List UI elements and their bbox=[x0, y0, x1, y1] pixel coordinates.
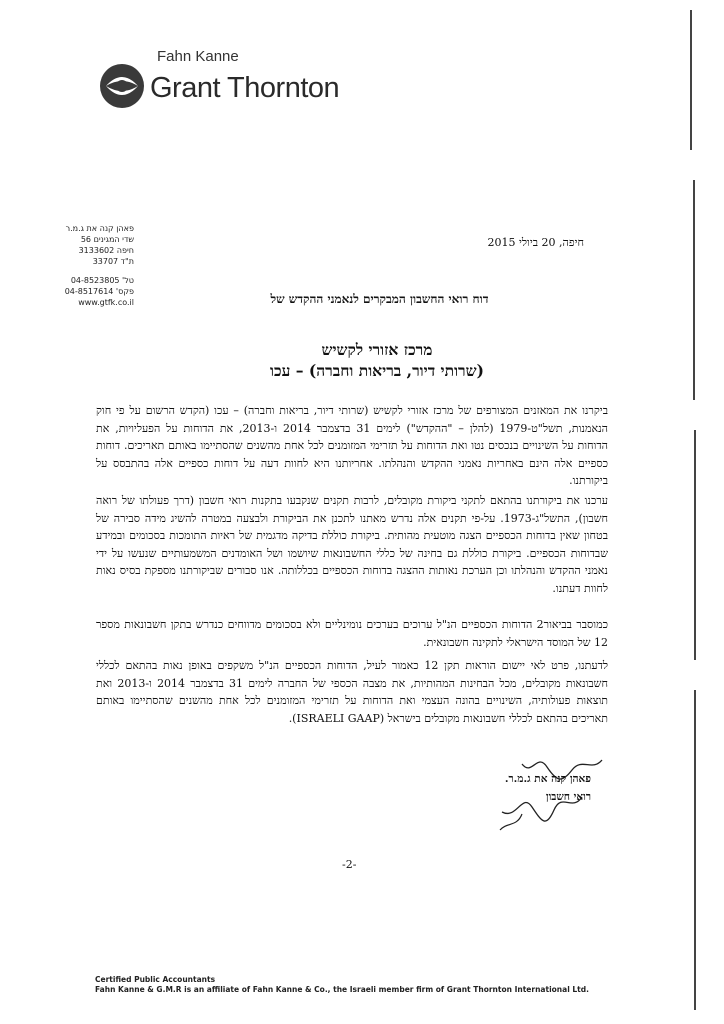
logo-main-text: Grant Thornton bbox=[150, 72, 340, 104]
page-number: -2- bbox=[342, 858, 357, 871]
body-paragraph: כמוסבר בביאור2 הדוחות הכספיים הנ"ל ערוכים בערכים נומינליים ולא בסכומים מדווחים כנדרש בתקן חשבונאות מספר 12 של המוסד הישראלי לתקינה חשבונאית. bbox=[96, 618, 608, 649]
letter-date: חיפה, 20 ביולי 2015 bbox=[487, 236, 584, 249]
scan-edge-line bbox=[693, 180, 695, 400]
website-link[interactable]: www.gtfk.co.il bbox=[78, 298, 134, 307]
report-heading: דוח רואי החשבון המבקרים לנאמני ההקדש של bbox=[270, 292, 489, 306]
scan-edge-line bbox=[690, 10, 692, 150]
address-block bbox=[4, 223, 134, 308]
footer-line: Certified Public Accountants bbox=[95, 975, 216, 984]
signature-firm-name: פאהן קנה את ג.מ.ר. bbox=[504, 773, 591, 785]
address-line: ת"ד 33707 bbox=[92, 257, 134, 266]
scan-edge-line bbox=[694, 430, 696, 660]
body-paragraph: לדעתנו, פרט לאי יישום הוראות תקן 12 כאמור לעיל, הדוחות הכספיים הנ"ל משקפים באופן נאות בהתאם לכללי חשבונאות מקובלים, מכל הבחינות המהותיות, את מצבה הכספי של החברה לימים 31 בדצמבר 2014 ו-2013 ואת תוצאות פעולותיה, השינויים בהונה העצמי ואת הדוחות על תזרימי המזומנים לכל אחת מהשנים שהסתיימו באותם תאריכים בהתאם לכללי חשבונאות מקובלים בישראל (ISRAELI GAAP). bbox=[96, 659, 609, 725]
fax-number: פקס' 04-8517614 bbox=[64, 287, 134, 296]
logo-top-text: Fahn Kanne bbox=[157, 48, 239, 65]
body-paragraph: ביקרנו את המאזנים המצורפים של מרכז אזורי לקשיש (שרותי דיור, בריאות וחברה) – עכו (הקדש הרשום על פי חוק הנאמנות, תשל"ט-1979 (להלן – "ההקדש") לימים 31 בדצמבר 2014 ו-2013, את הדוחות על הפעליויות, את הדוחות על השינויים בנכסים נטו ואת הדוחות על תזרימי המזומנים לכל אחת מהשנים שהסתיימו באותם תאריכים. דוחות כספיים אלה הינם באחריות נאמני ההקדש והנהלתו. אחריותנו היא לחוות דעה על דוחות כספיים אלה בהתבסס על ביקורתנו. bbox=[96, 404, 609, 487]
phone-number: טל' 04-8523805 bbox=[70, 276, 134, 285]
entity-subtitle: (שרותי דיור, בריאות וחברה) – עכו bbox=[270, 361, 484, 380]
address-line: פאהן קנה את ג.מ.ר bbox=[65, 224, 134, 233]
entity-title: מרכז אזורי לקשיש bbox=[321, 340, 433, 359]
signature-title: רואי חשבון bbox=[545, 791, 591, 803]
address-line: שדי המגינים 56 bbox=[80, 235, 134, 244]
address-line: חיפה 3133602 bbox=[78, 246, 134, 255]
body-paragraph: ערכנו את ביקורתנו בהתאם לתקני ביקורת מקובלים, לרבות תקנים שנקבעו בתקנות רואי חשבון (דרך פעולתו של רואה חשבון), התשל"ג-1973. על-פי תקנים אלה נדרש מאתנו לתכנן את הביקורת ולבצעה במטרה להשיג מידה סבירה של בטחון שאין בדוחות הכספיים הצגה מוטעית מהותית. ביקורת כוללת בדיקה מדגמית של ראיות התומכות בסכומים ובמידע שבדוחות הכספיים. ביקורת כוללת גם בחינה של כללי החשבונאות שיושמו ושל האומדנים המשמעותיים שנעשו על ידי נאמני ההקדש והנהלתו וכן הערכת נאותות ההצגה בדוחות הכספיים בכללותה. אנו סבורים שביקורתנו מספקת בסיס נאות לחוות דעתנו. bbox=[96, 494, 608, 595]
scan-edge-line bbox=[694, 690, 696, 1010]
grant-thornton-logo-icon bbox=[98, 62, 146, 110]
footer-line: Fahn Kanne & G.M.R is an affiliate of Fahn Kanne & Co., the Israeli member firm of Grant Thornton International Ltd. bbox=[95, 985, 589, 994]
